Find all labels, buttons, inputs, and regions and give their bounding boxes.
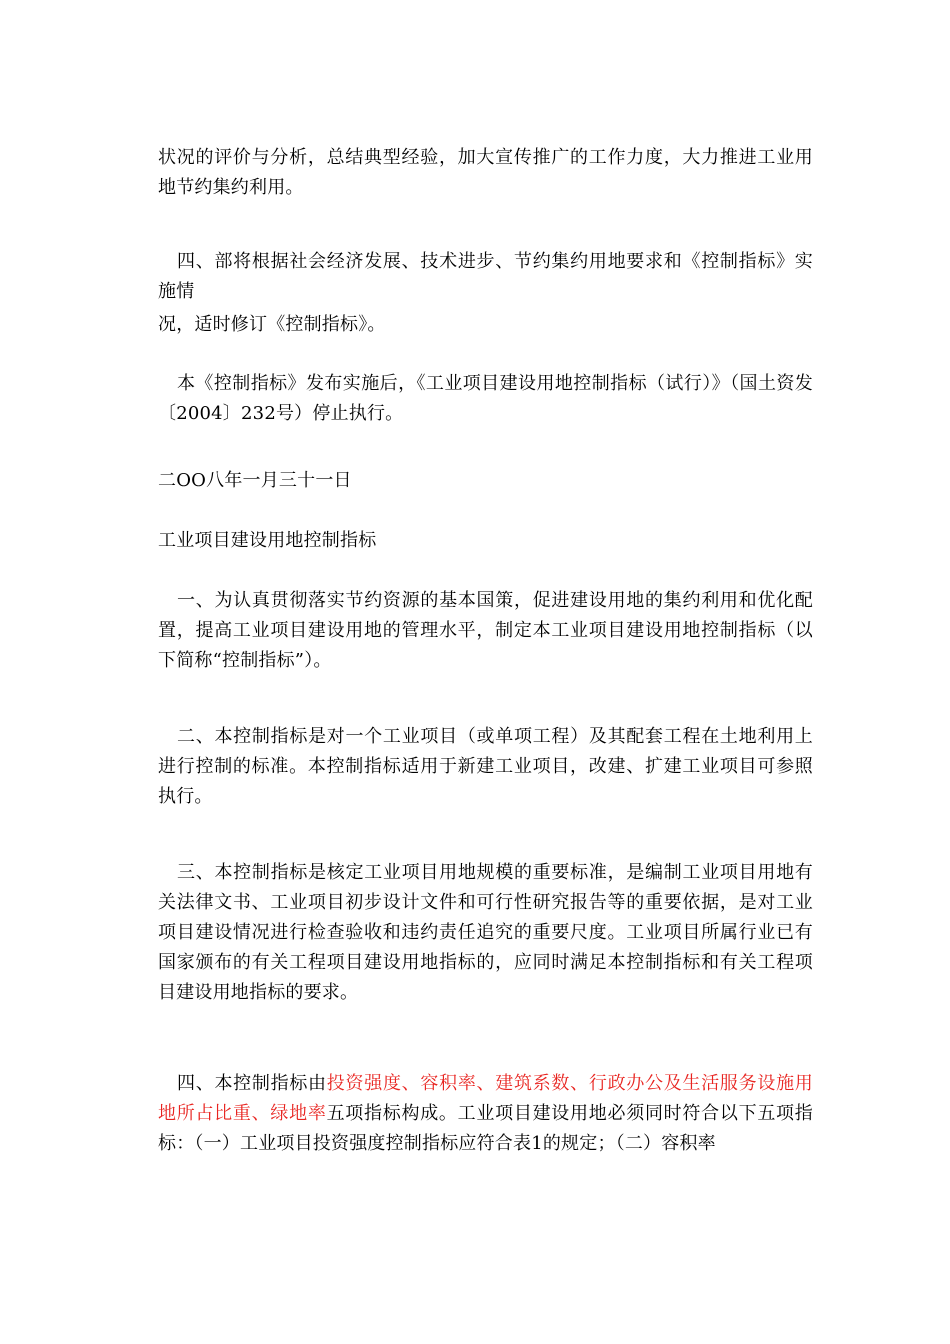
paragraph-clause-four (158, 1069, 813, 1159)
document-heading: 工业项目建设用地控制指标 (158, 530, 377, 551)
paragraph-clause-three: 三、本控制指标是核定工业项目用地规模的重要标准，是编制工业项目用地有关法律文书、工业项目初步设计文件和可行性研究报告等的重要依据，是对工业项目建设情况进行检查验收和违约责任追究的重要尺度。工业项目所属行业已有国家颁布的有关工程项目建设用地指标的，应同时满足本控制指标和有关工程项目建设用地指标的要求。 (158, 862, 813, 1003)
clause-four-highlighted-indicators: 投资强度、容积率、建筑系数、行政办公及生活服务设施用地所占比重、绿地率 (158, 1073, 813, 1124)
paragraph-clause-two: 二、本控制指标是对一个工业项目（或单项工程）及其配套工程在土地利用上进行控制的标准。本控制指标适用于新建工业项目，改建、扩建工业项目可参照执行。 (158, 726, 813, 807)
paragraph-continuation: 状况的评价与分析，总结典型经验，加大宣传推广的工作力度，大力推进工业用地节约集约利用。 (158, 147, 813, 198)
paragraph-clause-one: 一、为认真贯彻落实节约资源的基本国策，促进建设用地的集约利用和优化配置，提高工业项目建设用地的管理水平，制定本工业项目建设用地控制指标（以下简称“控制指标”）。 (158, 590, 813, 671)
clause-four-intro: 四、本控制指标由 (177, 1073, 327, 1094)
document-page (158, 0, 813, 1344)
paragraph-supersede-notice: 本《控制指标》发布实施后，《工业项目建设用地控制指标（试行）》（国土资发〔2004〕232号）停止执行。 (158, 373, 813, 424)
document-date: 二OO八年一月三十一日 (158, 470, 352, 491)
paragraph-article-four-revision-line2: 况，适时修订《控制指标》。 (158, 314, 386, 335)
paragraph-article-four-revision-line1: 四、部将根据社会经济发展、技术进步、节约集约用地要求和《控制指标》实施情 (158, 251, 813, 302)
clause-four-rest: 五项指标构成。工业项目建设用地必须同时符合以下五项指标：（一）工业项目投资强度控制指标应符合表1的规定；（二）容积率 (158, 1103, 813, 1154)
